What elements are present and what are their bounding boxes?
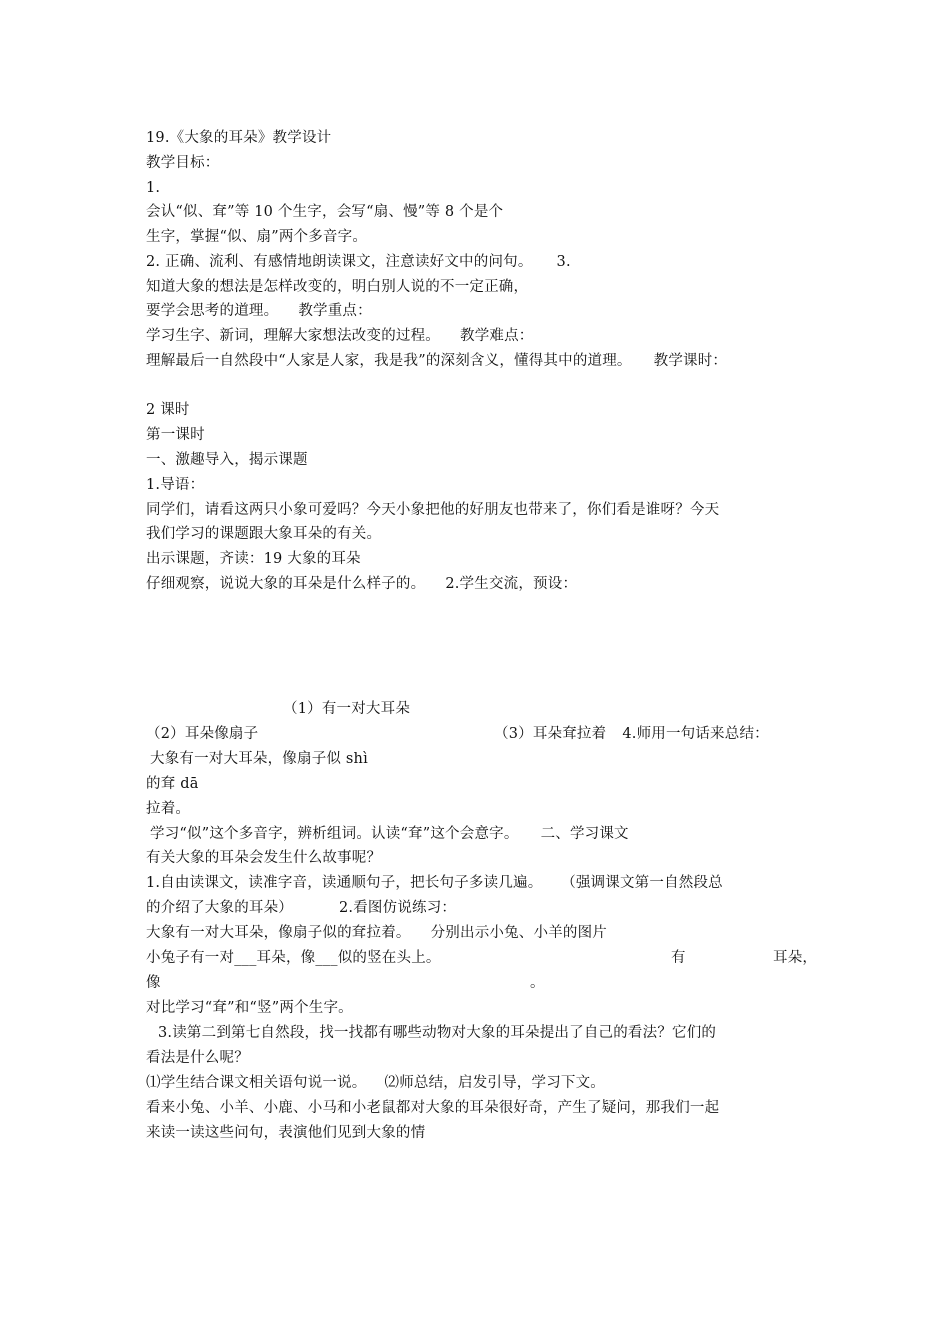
line-26: 的介绍了大象的耳朵） 2.看图仿说练习： bbox=[146, 900, 457, 916]
line-14: 同学们，请看这两只小象可爱吗？今天小象把他的好朋友也带来了，你们看是谁呀？今天 bbox=[146, 502, 720, 518]
line-16: 出示课题，齐读：19 大象的耳朵 bbox=[146, 551, 361, 567]
line-33: ⑴学生结合课文相关语句说一说。 ⑵师总结，启发引导，学习下文。 bbox=[146, 1075, 605, 1091]
line-24: 有关大象的耳朵会发生什么故事呢？ bbox=[146, 850, 382, 866]
line-18: （1）有一对大耳朵 bbox=[283, 701, 411, 717]
line-15: 我们学习的课题跟大象耳朵的有关。 bbox=[146, 526, 382, 542]
line-34: 看来小兔、小羊、小鹿、小马和小老鼠都对大象的耳朵很好奇，产生了疑问，那我们一起 bbox=[146, 1100, 720, 1116]
line-28a: 小兔子有一对___耳朵，像___似的竖在头上。 bbox=[146, 950, 441, 966]
doc-title: 19.《大象的耳朵》教学设计 bbox=[146, 130, 332, 146]
line-25: 1.自由读课文，读准字音，读通顺句子，把长句子多读几遍。 （强调课文第一自然段总 bbox=[146, 875, 723, 891]
line-13: 1.导语： bbox=[146, 477, 205, 493]
line-19b: （3）耳朵耷拉着 4.师用一句话来总结： bbox=[494, 726, 769, 742]
line-12: 一、激趣导入，揭示课题 bbox=[146, 452, 308, 468]
line-3: 会认“似、耷”等 10 个生字，会写“扇、慢”等 8 个是个 bbox=[146, 204, 504, 220]
line-28c: 耳朵， bbox=[773, 950, 818, 966]
line-2: 1. bbox=[146, 180, 161, 196]
line-11: 第一课时 bbox=[146, 427, 205, 443]
line-8: 学习生字、新词，理解大家想法改变的过程。 教学难点： bbox=[146, 328, 534, 344]
line-7: 要学会思考的道理。 教学重点： bbox=[146, 303, 372, 319]
line-5: 2. 正确、流利、有感情地朗读课文，注意读好文中的问句。 3. bbox=[146, 254, 571, 270]
line-32: 看法是什么呢？ bbox=[146, 1050, 249, 1066]
line-30: 对比学习“耷”和“竖”两个生字。 bbox=[146, 1000, 353, 1016]
line-20: 大象有一对大耳朵，像扇子似 shì bbox=[150, 751, 368, 767]
line-17: 仔细观察，说说大象的耳朵是什么样子的。 2.学生交流，预设： bbox=[146, 576, 578, 592]
line-23: 学习“似”这个多音字，辨析组词。认读“耷”这个会意字。 二、学习课文 bbox=[150, 826, 629, 842]
line-31: 3.读第二到第七自然段，找一找都有哪些动物对大象的耳朵提出了自己的看法？它们的 bbox=[158, 1025, 717, 1041]
line-21: 的耷 dā bbox=[146, 776, 199, 792]
line-29a: 像 bbox=[146, 975, 161, 991]
line-35: 来读一读这些问句，表演他们见到大象的情 bbox=[146, 1125, 426, 1141]
line-10: 2 课时 bbox=[146, 402, 190, 418]
line-28b: 有 bbox=[671, 950, 686, 966]
objectives-heading: 教学目标： bbox=[146, 155, 220, 171]
line-27: 大象有一对大耳朵，像扇子似的耷拉着。 分别出示小兔、小羊的图片 bbox=[146, 925, 608, 941]
line-29b: 。 bbox=[530, 975, 545, 991]
line-6: 知道大象的想法是怎样改变的，明白别人说的不一定正确， bbox=[146, 279, 529, 295]
line-22: 拉着。 bbox=[146, 801, 191, 817]
line-4: 生字，掌握“似、扇”两个多音字。 bbox=[146, 229, 368, 245]
line-19a: （2）耳朵像扇子 bbox=[146, 726, 259, 742]
line-9: 理解最后一自然段中“人家是人家，我是我”的深刻含义，懂得其中的道理。 教学课时： bbox=[146, 353, 728, 369]
